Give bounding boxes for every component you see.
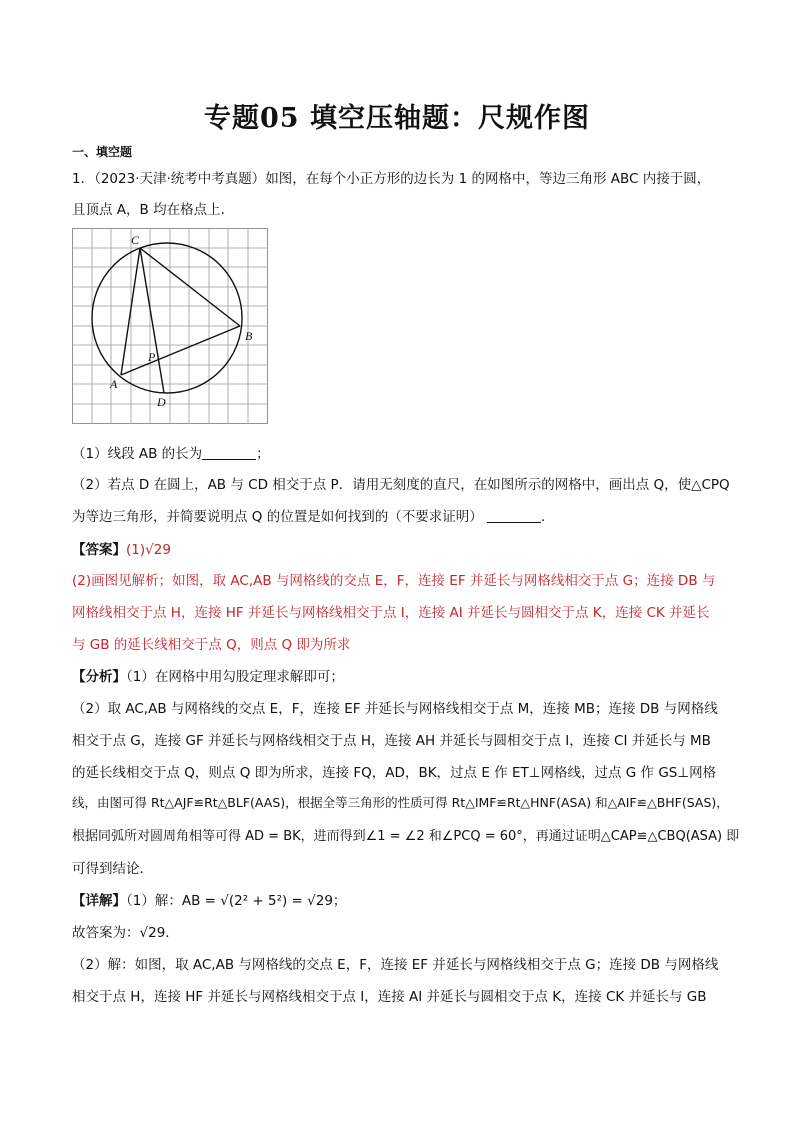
problem-intro-line-2: 且顶点 A，B 均在格点上． xyxy=(72,202,235,218)
detail-line-4: 相交于点 H，连接 HF 并延长与网格线相交于点 I，连接 AI 并延长与圆相交于点 K，连接 CK 并延长与 GB xyxy=(72,989,707,1005)
answer-line xyxy=(72,538,732,558)
answer-2-line-1: (2)画图见解析；如图，取 AC,AB 与网格线的交点 E，F，连接 EF 并延长与网格线相交于点 G；连接 DB 与 xyxy=(72,573,716,589)
detail-line-1 xyxy=(72,889,732,909)
answer-2-line-3: 与 GB 的延长线相交于点 Q，则点 Q 即为所求 xyxy=(72,637,351,653)
answer-tag: 【答案】 xyxy=(72,542,126,558)
question-1-text: （1）线段 AB 的长为 xyxy=(72,446,203,462)
detail-tag: 【详解】 xyxy=(72,893,126,909)
analysis-line-1 xyxy=(72,665,732,685)
detail-line-2: 故答案为：√29． xyxy=(72,925,179,941)
circle xyxy=(92,243,242,393)
analysis-line-6: 根据同弧所对圆周角相等可得 AD = BK，进而得到∠1 = ∠2 和∠PCQ = 60°，再通过证明△CAP≌△CBQ(ASA) 即 xyxy=(72,829,740,844)
label-P: P xyxy=(148,350,156,364)
detail-text-1: （1）解：AB = √(2² + 5²) = √29； xyxy=(126,893,347,909)
analysis-line-7: 可得到结论． xyxy=(72,861,153,877)
detail-line-3: （2）解：如图，取 AC,AB 与网格线的交点 E，F，连接 EF 并延长与网格线相交于点 G；连接 DB 与网格线 xyxy=(72,957,719,973)
question-1 xyxy=(72,442,732,462)
segment-AB xyxy=(121,326,240,375)
label-C: C xyxy=(131,233,140,247)
analysis-text-1: （1）在网格中用勾股定理求解即可； xyxy=(126,669,344,685)
question-1-end: ； xyxy=(256,446,270,462)
label-B: B xyxy=(245,329,253,343)
label-D: D xyxy=(157,395,166,409)
analysis-tag: 【分析】 xyxy=(72,669,126,685)
answer-2-line-2: 网格线相交于点 H，连接 HF 并延长与网格线相交于点 I，连接 AI 并延长与圆相交于点 K，连接 CK 并延长 xyxy=(72,605,710,621)
section-heading: 一、填空题 xyxy=(72,145,133,159)
answer-blank-1[interactable] xyxy=(202,447,256,460)
problem-intro-line-1: 1．（2023·天津·统考中考真题）如图，在每个小正方形的边长为 1 的网格中，等边三角形 ABC 内接于圆， xyxy=(72,171,711,187)
analysis-line-5: 线，由图可得 Rt△AJF≌Rt△BLF(AAS)，根据全等三角形的性质可得 Rt△IMF≌Rt△HNF(ASA) 和△AIF≌△BHF(SAS)， xyxy=(72,795,729,810)
answer-1: (1)√29 xyxy=(126,542,171,558)
question-2-end: ． xyxy=(541,509,555,525)
label-A: A xyxy=(110,377,118,391)
segment-CD xyxy=(140,248,164,393)
question-2-line-1: （2）若点 D 在圆上，AB 与 CD 相交于点 P．请用无刻度的直尺，在如图所示的网格中，画出点 Q，使△CPQ xyxy=(72,477,730,493)
question-2-text: 为等边三角形，并简要说明点 Q 的位置是如何找到的（不要求证明） xyxy=(72,509,483,525)
page-title: 专题05 填空压轴题：尺规作图 xyxy=(204,103,590,134)
analysis-line-2: （2）取 AC,AB 与网格线的交点 E，F，连接 EF 并延长与网格线相交于点 M，连接 MB；连接 DB 与网格线 xyxy=(72,701,718,717)
analysis-line-3: 相交于点 G，连接 GF 并延长与网格线相交于点 H，连接 AH 并延长与圆相交于点 I，连接 CI 并延长与 MB xyxy=(72,733,711,749)
question-2-line-2 xyxy=(72,505,732,525)
geometry-figure xyxy=(72,228,268,426)
answer-blank-2[interactable] xyxy=(487,510,541,523)
analysis-line-4: 的延长线相交于点 Q，则点 Q 即为所求，连接 FQ，AD，BK，过点 E 作 ET⊥网格线，过点 G 作 GS⊥网格 xyxy=(72,765,717,781)
